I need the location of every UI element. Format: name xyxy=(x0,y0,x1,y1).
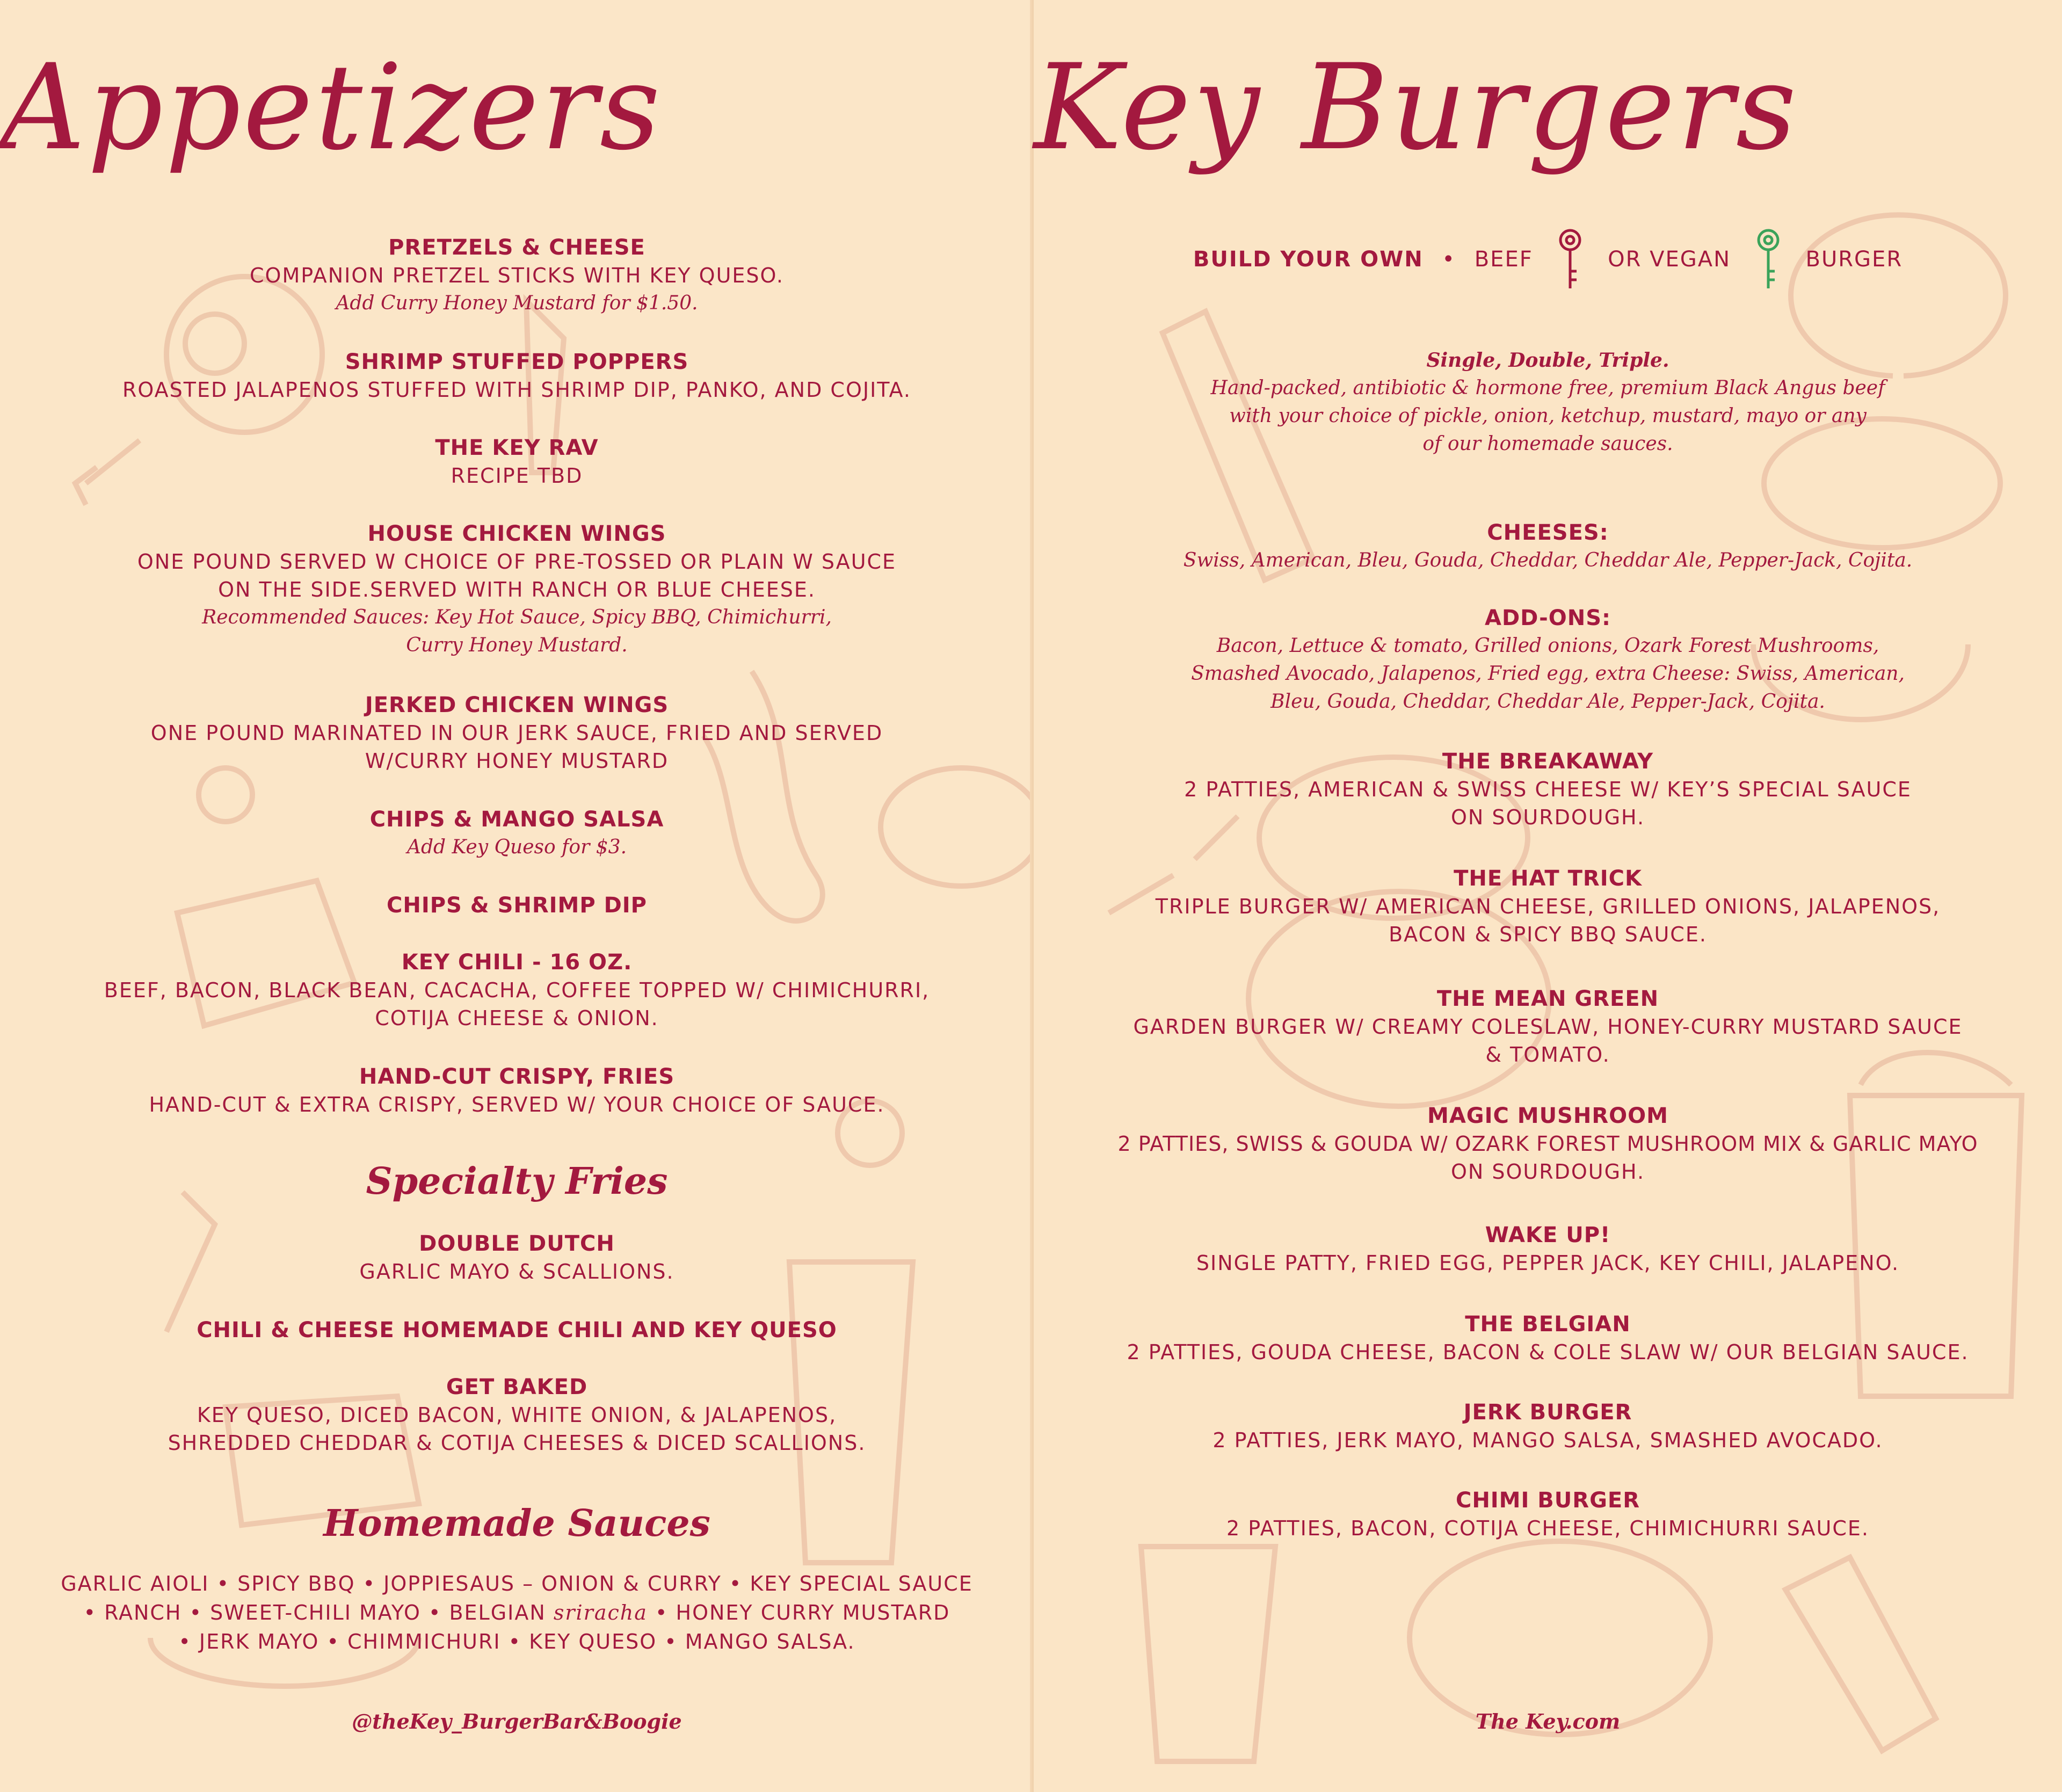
item-description: SINGLE PATTY, FRIED EGG, PEPPER JACK, KEY CHILI, JALAPENO. xyxy=(1196,1251,1900,1275)
byo-burger: BURGER xyxy=(1805,247,1903,272)
menu-item xyxy=(1034,1486,2062,1542)
item-note: Add Key Queso for $3. xyxy=(406,836,627,858)
green-key-icon xyxy=(1755,228,1782,293)
website: The Key.com xyxy=(1475,1709,1621,1733)
item-name: CHIPS & MANGO SALSA xyxy=(369,807,664,832)
cheeses-label: CHEESES: xyxy=(1487,520,1609,545)
byo-or-vegan: OR VEGAN xyxy=(1608,247,1731,272)
item-description: ON SOURDOUGH. xyxy=(1450,806,1645,829)
sauces-text: • HONEY CURRY MUSTARD xyxy=(647,1601,950,1624)
menu-item xyxy=(1034,985,2062,1069)
menu-item xyxy=(1034,1398,2062,1454)
cheeses-section xyxy=(1034,519,2062,575)
sauces-line: GARLIC AIOLI • SPICY BBQ • JOPPIESAUS – ONION & CURRY • KEY SPECIAL SAUCE xyxy=(61,1572,973,1595)
addons-label: ADD-ONS: xyxy=(1485,606,1611,630)
sauces-list xyxy=(0,1569,1034,1656)
item-description: HAND-CUT & EXTRA CRISPY, SERVED W/ YOUR CHOICE OF SAUCE. xyxy=(149,1093,885,1116)
item-name: HOUSE CHICKEN WINGS xyxy=(367,521,666,546)
item-description: ON THE SIDE.SERVED WITH RANCH OR BLUE CHEESE. xyxy=(218,578,816,601)
item-description: ON SOURDOUGH. xyxy=(1450,1160,1645,1184)
appetizers-title: Appetizers xyxy=(0,39,663,176)
item-description: TRIPLE BURGER W/ AMERICAN CHEESE, GRILLED ONIONS, JALAPENOS, xyxy=(1155,895,1941,918)
menu-item xyxy=(0,891,1034,919)
key-burgers-page xyxy=(1034,0,2062,1792)
sizes: Single, Double, Triple. xyxy=(1426,349,1669,372)
item-note: Add Curry Honey Mustard for $1.50. xyxy=(336,292,698,314)
item-name: GET BAKED xyxy=(446,1375,588,1399)
item-description: ONE POUND SERVED W CHOICE OF PRE-TOSSED OR PLAIN W SAUCE xyxy=(137,550,897,574)
addons-line: Bleu, Gouda, Cheddar, Cheddar Ale, Pepper-Jack, Cojita. xyxy=(1270,691,1825,713)
item-description: 2 PATTIES, AMERICAN & SWISS CHEESE W/ KEY’S SPECIAL SAUCE xyxy=(1184,778,1912,801)
menu-item xyxy=(0,348,1034,404)
byo-beef: BEEF xyxy=(1474,247,1533,272)
red-key-icon xyxy=(1557,228,1584,293)
item-name: SHRIMP STUFFED POPPERS xyxy=(345,350,689,374)
item-description: W/CURRY HONEY MUSTARD xyxy=(365,749,669,773)
item-name: HAND-CUT CRISPY, FRIES xyxy=(359,1064,675,1089)
burger-intro xyxy=(1034,346,2062,458)
item-note: Recommended Sauces: Key Hot Sauce, Spicy BBQ, Chimichurri, xyxy=(202,606,832,628)
build-your-own-line xyxy=(1034,228,2062,271)
social-handle: @theKey_BurgerBar&Boogie xyxy=(352,1709,682,1733)
item-description: 2 PATTIES, BACON, COTIJA CHEESE, CHIMICHURRI SAUCE. xyxy=(1226,1517,1869,1540)
item-description: GARDEN BURGER W/ CREAMY COLESLAW, HONEY-CURRY MUSTARD SAUCE xyxy=(1133,1015,1963,1039)
item-name: THE HAT TRICK xyxy=(1454,866,1642,891)
item-name: PRETZELS & CHEESE xyxy=(388,235,645,260)
sriracha-text: sriracha xyxy=(553,1601,648,1624)
item-name: JERKED CHICKEN WINGS xyxy=(365,693,669,717)
item-description: BEEF, BACON, BLACK BEAN, CACACHA, COFFEE TOPPED W/ CHIMICHURRI, xyxy=(104,978,930,1002)
menu-item xyxy=(0,948,1034,1032)
item-name: CHIPS & SHRIMP DIP xyxy=(387,893,647,918)
item-name: DOUBLE DUTCH xyxy=(419,1231,615,1256)
item-name: CHILI & CHEESE HOMEMADE CHILI AND KEY QUESO xyxy=(197,1318,837,1343)
item-description: & TOMATO. xyxy=(1485,1043,1610,1067)
item-name: JERK BURGER xyxy=(1463,1400,1632,1425)
item-description: ROASTED JALAPENOS STUFFED WITH SHRIMP DIP, PANKO, AND COJITA. xyxy=(122,378,911,402)
item-name: CHIMI BURGER xyxy=(1455,1488,1640,1513)
intro-line: with your choice of pickle, onion, ketchup, mustard, mayo or any xyxy=(1229,405,1867,427)
item-description: GARLIC MAYO & SCALLIONS. xyxy=(359,1260,674,1283)
item-name: THE MEAN GREEN xyxy=(1436,986,1659,1011)
item-description: ONE POUND MARINATED IN OUR JERK SAUCE, FRIED AND SERVED xyxy=(150,721,883,745)
byo-bullet: • xyxy=(1442,247,1456,272)
menu-item xyxy=(0,1316,1034,1344)
cheeses-list: Swiss, American, Bleu, Gouda, Cheddar, Cheddar Ale, Pepper-Jack, Cojita. xyxy=(1183,549,1913,571)
menu-item xyxy=(0,520,1034,659)
menu-item xyxy=(0,806,1034,861)
menu-item xyxy=(0,1063,1034,1119)
sauces-text: • RANCH • SWEET-CHILI MAYO • BELGIAN xyxy=(83,1601,554,1624)
item-description: 2 PATTIES, SWISS & GOUDA W/ OZARK FOREST MUSHROOM MIX & GARLIC MAYO xyxy=(1117,1132,1978,1156)
item-description: COTIJA CHEESE & ONION. xyxy=(375,1006,659,1030)
addons-section xyxy=(1034,604,2062,716)
item-description: 2 PATTIES, JERK MAYO, MANGO SALSA, SMASHED AVOCADO. xyxy=(1212,1428,1883,1452)
item-name: MAGIC MUSHROOM xyxy=(1427,1104,1668,1128)
menu-item xyxy=(1034,1221,2062,1277)
menu-item xyxy=(0,1230,1034,1286)
key-burgers-title: Key Burgers xyxy=(1034,39,1799,176)
menu-item xyxy=(0,434,1034,490)
homemade-sauces-heading: Homemade Sauces xyxy=(323,1502,710,1545)
item-description: 2 PATTIES, GOUDA CHEESE, BACON & COLE SLAW W/ OUR BELGIAN SAUCE. xyxy=(1127,1340,1969,1364)
item-name: KEY CHILI - 16 OZ. xyxy=(401,950,633,975)
item-description: COMPANION PRETZEL STICKS WITH KEY QUESO. xyxy=(250,264,784,287)
item-name: THE BELGIAN xyxy=(1465,1312,1631,1337)
item-name: THE BREAKAWAY xyxy=(1442,749,1654,774)
addons-line: Smashed Avocado, Jalapenos, Fried egg, extra Cheese: Swiss, American, xyxy=(1191,663,1905,685)
item-name: WAKE UP! xyxy=(1485,1223,1611,1247)
item-name: THE KEY RAV xyxy=(435,436,599,460)
burger-bottom-illustration xyxy=(1410,1541,1710,1735)
menu-item xyxy=(1034,748,2062,831)
item-description: BACON & SPICY BBQ SAUCE. xyxy=(1389,923,1707,946)
menu-item xyxy=(0,1373,1034,1457)
intro-line: of our homemade sauces. xyxy=(1422,433,1673,455)
intro-line: Hand-packed, antibiotic & hormone free, premium Black Angus beef xyxy=(1210,377,1885,399)
menu-item xyxy=(0,691,1034,775)
specialty-fries-heading: Specialty Fries xyxy=(366,1160,668,1203)
item-description: KEY QUESO, DICED BACON, WHITE ONION, & JALAPENOS, xyxy=(197,1403,837,1427)
byo-label: BUILD YOUR OWN xyxy=(1193,247,1424,272)
sauces-line xyxy=(0,1598,1034,1627)
item-description: SHREDDED CHEDDAR & COTIJA CHEESES & DICED SCALLIONS. xyxy=(168,1431,866,1455)
item-note: Curry Honey Mustard. xyxy=(406,634,628,656)
sauces-line: • JERK MAYO • CHIMMICHURI • KEY QUESO • MANGO SALSA. xyxy=(178,1630,855,1653)
menu-item xyxy=(0,234,1034,317)
item-description: RECIPE TBD xyxy=(451,464,583,488)
addons-line: Bacon, Lettuce & tomato, Grilled onions, Ozark Forest Mushrooms, xyxy=(1216,635,1879,657)
menu-item xyxy=(1034,1310,2062,1366)
menu-item xyxy=(1034,865,2062,948)
menu-item xyxy=(1034,1102,2062,1186)
